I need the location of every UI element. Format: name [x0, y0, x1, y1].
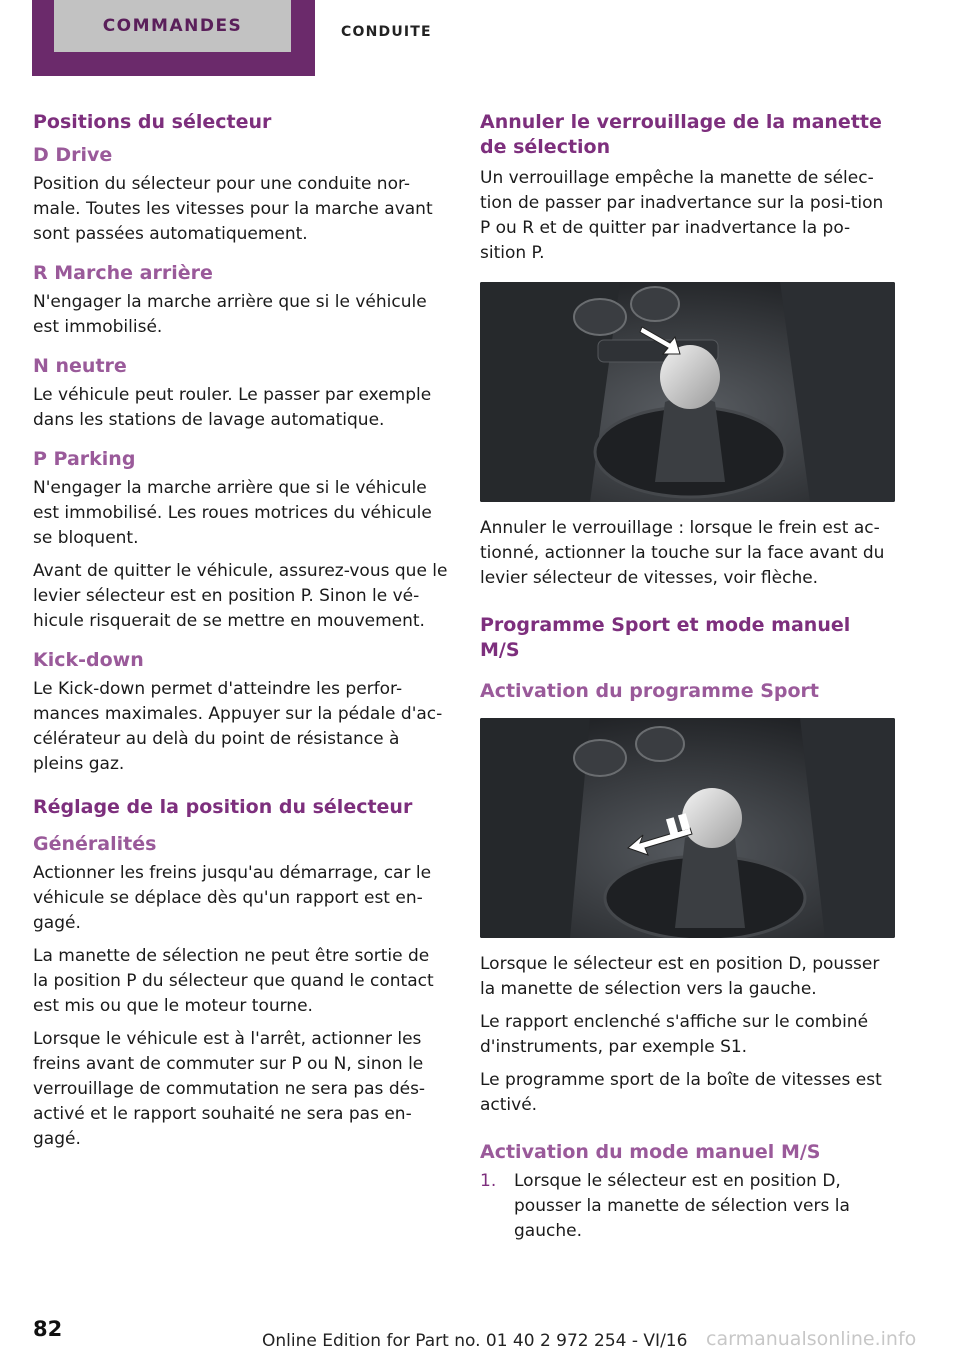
paragraph-n-neutral: Le véhicule peut rouler. Le passer par exemple dans les stations de lavage automatique.: [33, 385, 432, 430]
section-title-reglage: Réglage de la position du sélecteur: [33, 796, 413, 818]
paragraph-r-reverse: N'engager la marche arrière que si le véhicule est immobilisé.: [33, 292, 427, 337]
step-text: Lorsque le sélecteur est en position D, pousser la manette de sélection vers la gauche.: [514, 1171, 850, 1241]
gear-lever-unlock-illustration: [480, 282, 895, 502]
watermark: carmanualsonline.info: [706, 1328, 917, 1350]
heading-d-drive: D Drive: [33, 144, 113, 166]
manual-step-1: [480, 1169, 896, 1244]
section-title-sport-manual: Programme Sport et mode manuel M/S: [480, 614, 851, 661]
heading-n-neutral: N neutre: [33, 355, 127, 377]
heading-kick-down: Kick-down: [33, 649, 144, 671]
left-column: [33, 110, 449, 1166]
paragraph-sport-3: Le programme sport de la boîte de vitesses est activé.: [480, 1070, 882, 1115]
paragraph-sport-2: Le rapport enclenché s'affiche sur le combiné d'instruments, par exemple S1.: [480, 1012, 869, 1057]
online-edition-footer: Online Edition for Part no. 01 40 2 972 254 - VI/16: [262, 1331, 688, 1351]
section-generalites: [33, 832, 449, 1152]
paragraph-p-parking-2: Avant de quitter le véhicule, assurez-vous que le levier sélecteur est en position P. Sinon le vé-hicule risquerait de se mettre en mouvement.: [33, 561, 448, 631]
paragraph-generalites-2: La manette de sélection ne peut être sortie de la position P du sélecteur que quand le contact est mis ou que le moteur tourne.: [33, 946, 434, 1016]
caption-annuler: Annuler le verrouillage : lorsque le frein est ac-tionné, actionner la touche sur la face avant du levier sélecteur de vitesses, voir flèche.: [480, 518, 885, 588]
paragraph-kick-down: Le Kick-down permet d'atteindre les perfor-mances maximales. Appuyer sur la pédale d'ac-célérateur au delà du point de résistance à pleins gaz.: [33, 679, 443, 774]
gear-lever-unlock-photo: [480, 282, 895, 502]
paragraph-sport-1: Lorsque le sélecteur est en position D, pousser la manette de sélection vers la gauche.: [480, 954, 880, 999]
heading-generalites: Généralités: [33, 833, 157, 855]
section-d-drive: [33, 143, 449, 247]
tab-commandes[interactable]: [32, 0, 315, 76]
section-title-positions: Positions du sélecteur: [33, 111, 272, 133]
section-title-annuler: Annuler le verrouillage de la manette de sélection: [480, 111, 882, 158]
paragraph-generalites-3: Lorsque le véhicule est à l'arrêt, actionner les freins avant de commuter sur P ou N, sinon le verrouillage de commutation ne sera pas dés-activé et le rapport souhaité ne sera pas en-gagé.: [33, 1029, 426, 1149]
section-tab-bar: [0, 0, 960, 76]
manual-steps-list: [480, 1169, 896, 1244]
section-kick-down: [33, 648, 449, 777]
paragraph-p-parking-1: N'engager la marche arrière que si le véhicule est immobilisé. Les roues motrices du véhicule se bloquent.: [33, 478, 432, 548]
section-r-reverse: [33, 261, 449, 340]
section-n-neutral: [33, 354, 449, 433]
gear-lever-sport-photo: [480, 718, 895, 938]
paragraph-d-drive: Position du sélecteur pour une conduite nor-male. Toutes les vitesses pour la marche avant sont passées automatiquement.: [33, 174, 433, 244]
paragraph-generalites-1: Actionner les freins jusqu'au démarrage, car le véhicule se déplace dès qu'un rapport est en-gagé.: [33, 863, 432, 933]
heading-r-reverse: R Marche arrière: [33, 262, 213, 284]
page-number: 82: [33, 1317, 63, 1341]
heading-p-parking: P Parking: [33, 448, 136, 470]
paragraph-annuler: Un verrouillage empêche la manette de sélec-tion de passer par inadvertance sur la posi-tion P ou R et de quitter par inadvertance la po-sition P.: [480, 168, 884, 263]
right-column: [480, 110, 896, 1244]
step-number: 1.: [480, 1171, 497, 1191]
section-p-parking: [33, 447, 449, 634]
gear-lever-sport-illustration: [480, 718, 895, 938]
tab-commandes-label: COMMANDES: [102, 16, 243, 36]
tab-conduite[interactable]: CONDUITE: [341, 24, 432, 40]
tab-commandes-inner: [54, 0, 291, 52]
heading-manual-activation: Activation du mode manuel M/S: [480, 1141, 821, 1163]
heading-sport-activation: Activation du programme Sport: [480, 680, 820, 702]
